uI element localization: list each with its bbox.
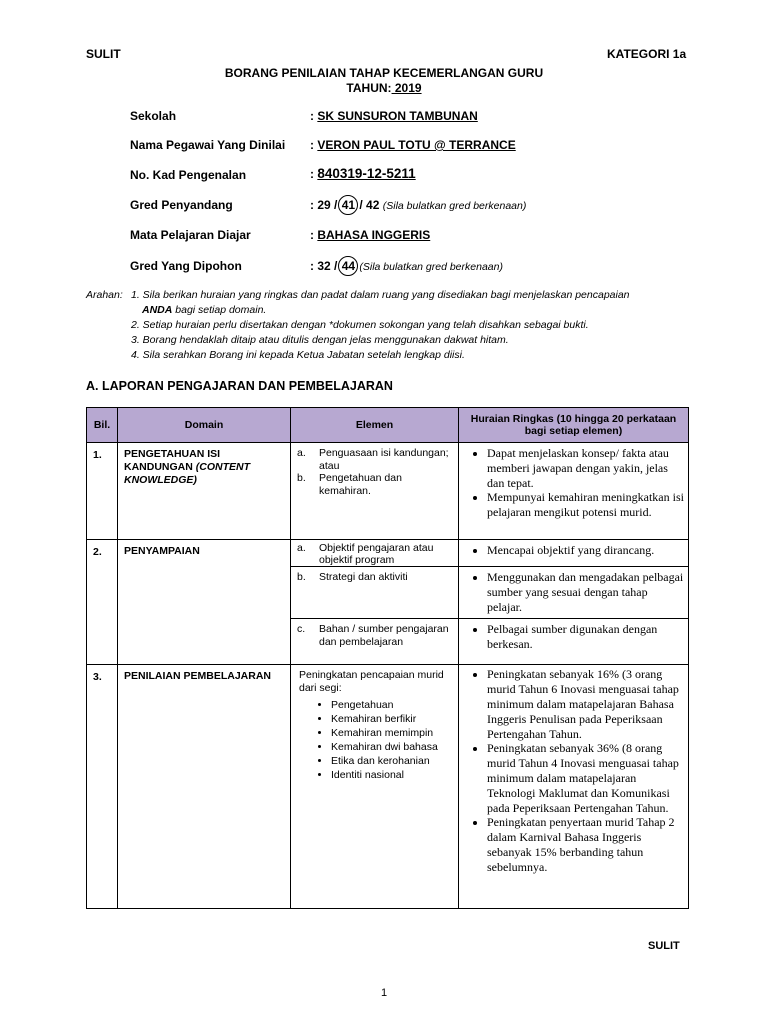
arahan-line4: 4. Sila serahkan Borang ini kepada Ketua Jabatan setelah lengkap diisi.: [131, 349, 465, 361]
table-row: [87, 443, 689, 540]
row1-elemen-b: b. Pengetahuan dan kemahiran.: [297, 472, 402, 497]
list-item: • Kemahiran berfikir: [331, 712, 454, 726]
list-item: • Menggunakan dan mengadakan pelbagai sumber yang sesuai dengan tahap pelajar.: [487, 570, 684, 614]
arahan-block: [86, 288, 706, 368]
header-left: SULIT: [86, 47, 121, 61]
list-item: • Peningkatan sebanyak 16% (3 orang murid Tahun 6 Inovasi menguasai tahap minimum dalam matapelajaran Bahasa Inggeris Penulisan pada Peperiksaan Pertengahan Tahun.: [487, 667, 684, 741]
gred-label: Gred Penyandang: [130, 198, 233, 212]
form-year: [0, 81, 768, 95]
row2-domain: PENYAMPAIAN: [118, 540, 291, 665]
row2-elemen-b: b. Strategi dan aktiviti: [291, 567, 459, 619]
table-row: [87, 540, 689, 567]
table-header-row: [87, 408, 689, 443]
header-elemen: Elemen: [291, 408, 459, 443]
row2-huraian-a: [459, 540, 689, 567]
arahan-line3: 3. Borang hendaklah ditaip atau ditulis dengan jelas menggunakan dakwat hitam.: [131, 334, 509, 346]
list-item: • Pengetahuan: [331, 698, 454, 712]
row2-elemen-a: a. Objektif pengajaran atau objektif program: [291, 540, 459, 567]
row1-bil: 1.: [87, 443, 118, 540]
header-huraian: Huraian Ringkas (10 hingga 20 perkataan bagi setiap elemen): [459, 408, 689, 443]
list-item: • Kemahiran memimpin: [331, 726, 454, 740]
row1-domain: PENGETAHUAN ISI KANDUNGAN (CONTENT KNOWLEDGE): [118, 443, 291, 540]
dipohon-note: (Sila bulatkan gred berkenaan): [359, 261, 503, 273]
laporan-table: [86, 407, 689, 909]
dipohon-circled: 44: [338, 256, 358, 276]
list-item: • Peningkatan sebanyak 36% (8 orang murid Tahun 4 Inovasi menguasai tahap minimum dalam matapelajaran Teknologi Maklumat dan Komunikasi pada Peperiksaan Pertengahan Tahun.: [487, 741, 684, 815]
row1-elemen: [291, 443, 459, 540]
form-title: BORANG PENILAIAN TAHAP KECEMERLANGAN GURU: [224, 66, 544, 80]
year-value: 2019: [391, 81, 422, 95]
row2-elemen-c: c. Bahan / sumber pengajaran dan pembelajaran: [291, 619, 459, 665]
arahan-label: Arahan:: [86, 289, 123, 301]
kad-value: : 840319-12-5211: [310, 166, 416, 181]
sekolah-value: : SK SUNSURON TAMBUNAN: [310, 109, 478, 123]
row2-huraian-b: [459, 567, 689, 619]
gred-note: (Sila bulatkan gred berkenaan): [382, 200, 527, 212]
list-item: • Pelbagai sumber digunakan dengan berkesan.: [487, 622, 684, 652]
mata-label: Mata Pelajaran Diajar: [130, 228, 251, 242]
list-item: • Kemahiran dwi bahasa: [331, 740, 454, 754]
row3-huraian: [459, 665, 689, 909]
header-bil: Bil.: [87, 408, 118, 443]
gred-value: : 29 / 41 / 42 (Sila bulatkan gred berkenaan): [310, 195, 526, 215]
row1-elemen-a: a. Penguasaan isi kandungan; atau: [297, 447, 449, 472]
arahan-line1b: ANDA bagi setiap domain.: [142, 304, 267, 316]
row3-intro: Peningkatan pencapaian murid dari segi:: [299, 669, 444, 695]
list-item: • Identiti nasional: [331, 768, 454, 782]
table-row: [87, 665, 689, 909]
section-title: A. LAPORAN PENGAJARAN DAN PEMBELAJARAN: [86, 379, 393, 393]
footer-sulit: SULIT: [648, 940, 680, 952]
arahan-line2: 2. Setiap huraian perlu disertakan dengan *dokumen sokongan yang telah disahkan sebagai bukti.: [131, 319, 589, 331]
dipohon-label: Gred Yang Dipohon: [130, 259, 242, 273]
row2-huraian-c: [459, 619, 689, 665]
list-item: • Dapat menjelaskan konsep/ fakta atau memberi jawapan dengan yakin, jelas dan tepat.: [487, 446, 684, 490]
list-item: • Peningkatan penyertaan murid Tahap 2 dalam Karnival Bahasa Inggeris sebanyak 15% berbanding tahun sebelumnya.: [487, 815, 684, 874]
header-right: KATEGORI 1a: [607, 47, 687, 61]
gred-circled: 41: [338, 195, 358, 215]
arahan-line1: 1. Sila berikan huraian yang ringkas dan padat dalam ruang yang disediakan bagi menjelaskan pencapaian: [131, 289, 630, 301]
row3-domain: PENILAIAN PEMBELAJARAN: [118, 665, 291, 909]
year-label: TAHUN:: [346, 81, 392, 95]
mata-value: : BAHASA INGGERIS: [310, 228, 431, 242]
page-number: 1: [380, 987, 388, 999]
sekolah-label: Sekolah: [130, 109, 177, 123]
list-item: • Mencapai objektif yang dirancang.: [487, 543, 684, 558]
header-domain: Domain: [118, 408, 291, 443]
kad-label: No. Kad Pengenalan: [130, 168, 247, 182]
nama-value: : VERON PAUL TOTU @ TERRANCE: [310, 138, 516, 152]
row2-bil: 2.: [87, 540, 118, 665]
list-item: • Mempunyai kemahiran meningkatkan isi pelajaran mengikut potensi murid.: [487, 490, 684, 520]
row3-bil: 3.: [87, 665, 118, 909]
nama-label: Nama Pegawai Yang Dinilai: [130, 138, 286, 152]
row1-huraian: [459, 443, 689, 540]
row3-items: [299, 698, 454, 782]
dipohon-value: : 32 / 44 (Sila bulatkan gred berkenaan): [310, 256, 503, 276]
list-item: • Etika dan kerohanian: [331, 754, 454, 768]
row3-elemen: [291, 665, 459, 909]
